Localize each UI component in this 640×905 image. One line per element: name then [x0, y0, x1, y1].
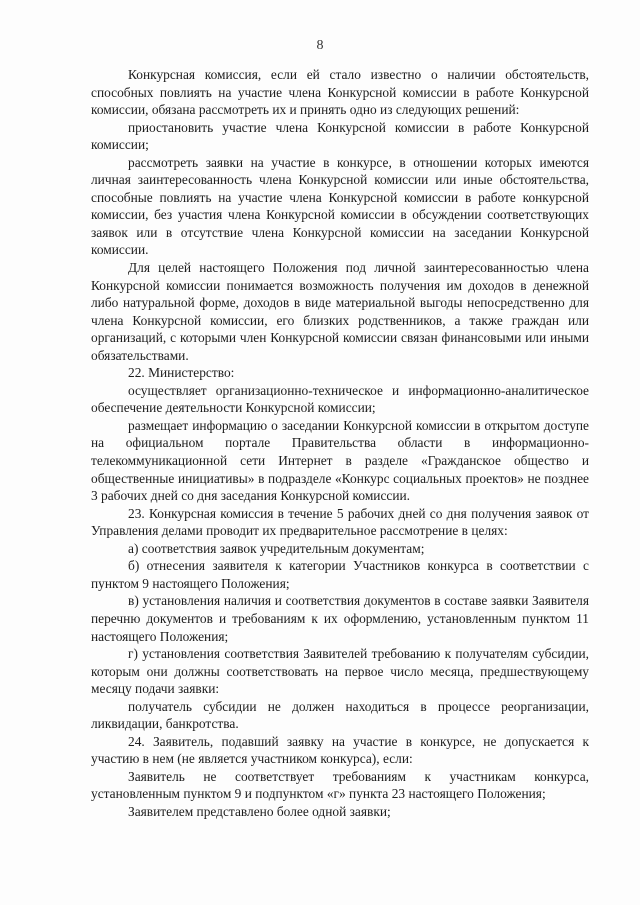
paragraph-personal-interest-definition: Для целей настоящего Положения под личной заинтересованностью члена Конкурсной комиссии понимается возможность получения им доходов в денежной либо натуральной форме, доходов в виде материальной выгоды непосредственно для члена Конкурсной комиссии, его близких родственников, а также граждан или организаций, с которыми член Конкурсной комиссии связан финансовыми или иными обязательствами. — [91, 260, 589, 363]
paragraph-item-22: 22. Министерство: — [128, 365, 235, 381]
paragraph-review-without-member: рассмотреть заявки на участие в конкурсе, в отношении которых имеются личная заинтересованность члена Конкурсной комиссии или иные обстоятельства, способные повлиять на участие члена Конкурсной комиссии в работе конкурсной комиссии, без участия члена Конкурсной комиссии в обсуждении соответствующих заявок или в отсутствие члена Конкурсной комиссии на заседании Конкурсной комиссии. — [91, 154, 589, 258]
paragraph-recipient-requirement: получатель субсидии не должен находиться в процессе реорганизации, ликвидации, банкротства. — [91, 698, 589, 732]
paragraph-item-24-multiple-applications: Заявителем представлено более одной заявки; — [128, 803, 391, 819]
paragraph-commission-obligation: Конкурсная комиссия, если ей стало известно о наличии обстоятельств, способных повлиять на участие члена Конкурсной комиссии в работе Конкурсной комиссии, обязана рассмотреть их и принять одно из следующих решений: — [91, 67, 589, 118]
paragraph-suspend-member: приостановить участие члена Конкурсной комиссии в работе Конкурсной комиссии; — [91, 119, 589, 153]
paragraph-item-23-b: б) отнесения заявителя к категории Участников конкурса в соответствии с пунктом 9 настоящего Положения; — [91, 558, 589, 591]
paragraph-item-23: 23. Конкурсная комиссия в течение 5 рабочих дней со дня получения заявок от Управления делами проводит их предварительное рассмотрение в целях: — [91, 505, 589, 539]
paragraph-item-24-mismatch: Заявитель не соответствует требованиям к участникам конкурса, установленным пунктом 9 и подпунктом «г» пункта 23 настоящего Положения; — [91, 768, 589, 802]
paragraph-publish-information: размещает информацию о заседании Конкурсной комиссии в открытом доступе на официальном портале Правительства области в информационно-телекоммуникационной сети Интернет в разделе «Гражданское общество и общественные инициативы» в подразделе «Конкурс социальных проектов» не позднее 3 рабочих дней со дня заседания Конкурсной комиссии. — [91, 417, 589, 504]
paragraph-organizational-support: осуществляет организационно-техническое и информационно-аналитическое обеспечение деятельности Конкурсной комиссии; — [91, 382, 589, 416]
paragraph-item-24: 24. Заявитель, подавший заявку на участие в конкурсе, не допускается к участию в нем (не является участником конкурса), если: — [91, 733, 589, 767]
page-number: 8 — [316, 38, 324, 53]
paragraph-item-23-v: в) установления наличия и соответствия документов в составе заявки Заявителя перечню документов и требованиям к их оформлению, установленным пунктом 11 настоящего Положения; — [91, 593, 589, 644]
document-body — [91, 66, 589, 821]
paragraph-item-23-a: а) соответствия заявок учредительным документам; — [128, 540, 425, 556]
paragraph-item-23-g: г) установления соответствия Заявителей требованию к получателям субсидии, которым они должны соответствовать на первое число месяца, предшествующему месяцу подачи заявки: — [91, 646, 589, 697]
